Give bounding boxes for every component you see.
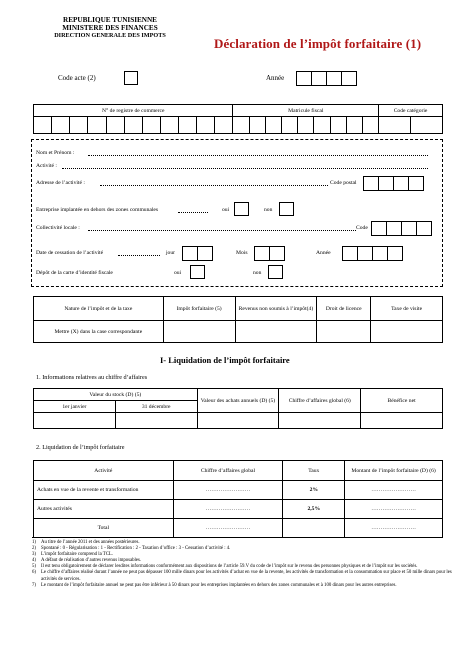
liq-total-ca[interactable]: …………………… <box>173 519 283 538</box>
republic-label: REPUBLIQUE TUNISIENNE <box>63 16 157 24</box>
annee-field[interactable] <box>296 71 356 86</box>
liq-row-taux: 2,5% <box>283 500 345 519</box>
turnover-table <box>33 388 443 429</box>
matricule-header: Matricule fiscal <box>233 105 379 117</box>
liq-total-montant[interactable]: …………………… <box>345 519 443 538</box>
mois-field[interactable] <box>254 246 284 261</box>
liq-header-montant: Montant de l’impôt forfaitaire (D) (6) <box>345 461 443 481</box>
achats-header: Valeur des achats annuels (D) (5) <box>197 389 279 413</box>
footnote: 2) Spontané : 0 - Régularisation : 1 - Rectification : 2 - Taxation d’office : 3 - Cessation d’activité : 4. <box>32 546 231 552</box>
implantee-oui-label: oui <box>222 207 230 213</box>
liq-row-ca[interactable]: …………………… <box>173 481 283 500</box>
taxes-visite-cell[interactable] <box>371 321 443 343</box>
activite-label: Activité : <box>36 163 57 169</box>
code-postal-field[interactable] <box>363 176 423 191</box>
taxes-header-nature: Nature de l’impôt et de la taxe <box>34 297 164 321</box>
footnote: 6) Le chiffre d’affaires réalisé durant l’année ne peut pas dépasser 100 mille dinars pour les activités d’achat en vue de la revente, les activités de transformation et la consommation sur place et 50 mille dinars pour les activités de services. <box>32 570 452 582</box>
footnote: 3) L’impôt forfaitaire comprend la TCL. <box>32 552 114 558</box>
depot-oui-checkbox[interactable] <box>190 265 205 279</box>
taxes-impot-cell[interactable] <box>163 321 235 343</box>
liq-row-activite: Achats en vue de la revente et transformation <box>34 481 174 500</box>
implantee-oui-checkbox[interactable] <box>234 202 249 216</box>
mois-label: Mois <box>236 250 248 256</box>
subsection-2-title: 2. Liquidation de l’impôt forfaitaire <box>36 444 125 451</box>
activite-field[interactable] <box>62 168 428 169</box>
ca-header: Chiffre d’affaires global (6) <box>279 389 361 413</box>
implantee-non-checkbox[interactable] <box>279 202 294 216</box>
code-acte-field[interactable] <box>124 71 138 85</box>
jour-label: jour <box>166 250 176 256</box>
issuing-authority <box>30 16 190 40</box>
adresse-field[interactable] <box>100 185 328 186</box>
liq-header-taux: Taux <box>283 461 345 481</box>
taxes-table <box>33 296 443 343</box>
depot-non-label: non <box>253 270 262 276</box>
liq-row-activite: Autres activités <box>34 500 174 519</box>
liq-row-taux: 2% <box>283 481 345 500</box>
taxes-header-licence: Droit de licence <box>317 297 371 321</box>
stock-jan-header: 1er janvier <box>34 401 116 413</box>
code-label: Code <box>356 225 368 231</box>
taxes-header-revenus: Revenus non soumis à l’impôt(4) <box>235 297 317 321</box>
footnotes <box>32 540 452 589</box>
taxes-licence-cell[interactable] <box>317 321 371 343</box>
liq-header-activite: Activité <box>34 461 174 481</box>
annee-cessation-label: Année <box>316 250 331 256</box>
footnote: 5) Il est tenu obligatoirement de déclarer lesdites informations conformément aux dispositions de l’article 59.V du code de l’impôt sur le revenu des personnes physiques et de l’impôt sur les sociétés. <box>32 564 418 570</box>
depot-oui-label: oui <box>174 270 182 276</box>
stock-jan-cell[interactable] <box>34 413 116 429</box>
cessation-dots <box>118 255 160 256</box>
categorie-field[interactable] <box>379 117 443 134</box>
registre-header: N° de registre de commerce <box>34 105 233 117</box>
cessation-label: Date de cessation de l’activité <box>36 250 104 256</box>
liquidation-table <box>33 460 443 538</box>
collectivite-field[interactable] <box>88 230 356 231</box>
footnote: 7) Le montant de l’impôt forfaitaire annuel ne peut pas être inférieur à 50 dinars pour les entreprises implantées en dehors des zones communales et à 100 dinars pour les autres entreprises. <box>32 582 397 588</box>
registre-field[interactable] <box>34 117 233 134</box>
jour-field[interactable] <box>182 246 212 261</box>
liq-row-total: Total <box>34 519 174 538</box>
nom-field[interactable] <box>88 155 428 156</box>
implantee-non-label: non <box>264 207 273 213</box>
categorie-header: Code catégorie <box>379 105 443 117</box>
stock-dec-header: 31 décembre <box>115 401 197 413</box>
subsection-1-title: 1. Informations relatives au chiffre d’affaires <box>36 374 148 381</box>
footnote: 4) A défaut de réalisation d’autres revenus imposables. <box>32 558 142 564</box>
section-1-title: I- Liquidation de l’impôt forfaitaire <box>160 355 290 365</box>
registry-table <box>33 104 443 134</box>
page-title: Déclaration de l’impôt forfaitaire (1) <box>214 36 422 51</box>
implantee-label: Entreprise implantée en dehors des zones communales <box>36 207 159 213</box>
benefice-header: Bénéfice net <box>361 389 443 413</box>
taxes-row-label: Mettre (X) dans la case correspondante <box>34 321 164 343</box>
stock-dec-cell[interactable] <box>115 413 197 429</box>
ca-cell[interactable] <box>279 413 361 429</box>
notes-separator <box>32 537 122 538</box>
achats-cell[interactable] <box>197 413 279 429</box>
annee-cessation-field[interactable] <box>342 246 402 261</box>
liq-header-ca: Chiffre d’affaires global <box>173 461 283 481</box>
taxes-revenus-cell[interactable] <box>235 321 317 343</box>
footnote: 1) Au titre de l’année 2011 et des années postérieures. <box>32 540 140 545</box>
ministry-label: MINISTERE DES FINANCES <box>62 24 158 32</box>
collectivite-code-field[interactable] <box>371 221 431 236</box>
collectivite-label: Collectivité locale : <box>36 225 80 231</box>
matricule-field[interactable] <box>233 117 379 134</box>
liq-total-taux <box>283 519 345 538</box>
liq-row-montant[interactable]: …………………… <box>345 500 443 519</box>
code-postal-label: Code postal <box>330 180 357 186</box>
implantee-dots <box>178 212 208 213</box>
benefice-cell[interactable] <box>361 413 443 429</box>
liq-row-ca[interactable]: …………………… <box>173 500 283 519</box>
code-acte-label: Code acte (2) <box>58 74 96 82</box>
nom-label: Nom et Prénom : <box>36 150 75 156</box>
taxes-header-impot: Impôt forfaitaire (5) <box>163 297 235 321</box>
liq-row-montant[interactable]: …………………… <box>345 481 443 500</box>
depot-non-checkbox[interactable] <box>268 265 283 279</box>
adresse-label: Adresse de l’activité : <box>36 180 85 186</box>
direction-label: DIRECTION GENERALE DES IMPOTS <box>54 32 166 39</box>
taxes-header-visite: Taxe de visite <box>371 297 443 321</box>
annee-label: Année <box>266 74 285 82</box>
stock-header: Valeur du stock (D) (5) <box>34 389 198 401</box>
depot-label: Dépôt de la carte d’identité fiscale <box>36 270 113 276</box>
